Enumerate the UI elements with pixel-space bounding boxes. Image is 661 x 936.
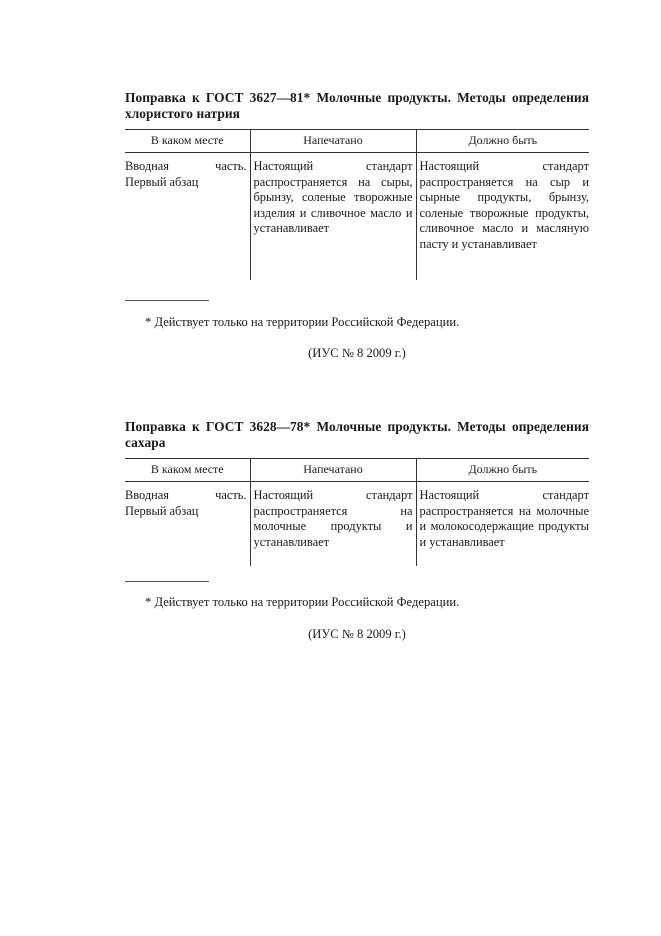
footnote: * Действует только на территории Российской Федерации. xyxy=(145,315,460,329)
table-header-row xyxy=(125,130,589,153)
header-printed: Напечатано xyxy=(250,459,416,482)
header-place: В каком месте xyxy=(125,459,250,482)
cell-correct: Настоящий стандарт распространяется на сыр и сырные продукты, брынзу, соленые творожные продукты, сливочное масло и масляную пасту и устанавливает xyxy=(416,153,589,281)
cell-correct: Настоящий стандарт распространяется на молочные и молокосодержащие продукты и устанавливает xyxy=(416,482,589,567)
amendment-title: Поправка к ГОСТ 3628—78* Молочные продукты. Методы определения сахара xyxy=(125,419,589,450)
reference-text: (ИУС № 8 2009 г.) xyxy=(308,346,406,360)
header-correct: Должно быть xyxy=(416,130,589,153)
cell-place: Вводная часть. Первый абзац xyxy=(125,488,247,518)
table-row xyxy=(125,482,589,567)
cell-place: Вводная часть. Первый абзац xyxy=(125,159,247,189)
amendment-1 xyxy=(125,90,589,360)
amendment-title: Поправка к ГОСТ 3627—81* Молочные продукты. Методы определения хлористого натрия xyxy=(125,90,589,121)
reference-text: (ИУС № 8 2009 г.) xyxy=(308,627,406,641)
footnote: * Действует только на территории Российской Федерации. xyxy=(145,595,460,609)
cell-printed: Настоящий стандарт распространяется на сыры, брынзу, соленые творожные изделия и сливочное масло и устанавливает xyxy=(250,153,416,281)
header-correct: Должно быть xyxy=(416,459,589,482)
header-place: В каком месте xyxy=(125,130,250,153)
table-header-row xyxy=(125,459,589,482)
table-row xyxy=(125,153,589,281)
header-printed: Напечатано xyxy=(250,130,416,153)
footnote-divider xyxy=(125,300,209,301)
amendment-2 xyxy=(125,419,589,641)
amendment-table xyxy=(125,129,589,280)
footnote-divider xyxy=(125,581,209,582)
reference xyxy=(125,346,589,361)
amendment-table xyxy=(125,458,589,566)
reference xyxy=(125,627,589,642)
cell-printed: Настоящий стандарт распространяется на молочные продукты и устанавливает xyxy=(250,482,416,567)
